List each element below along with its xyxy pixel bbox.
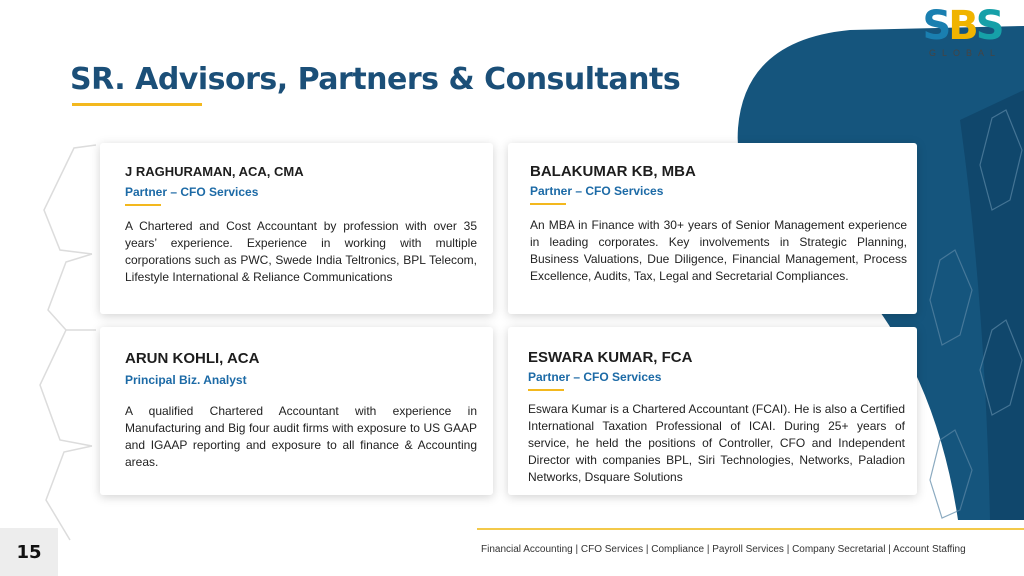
advisor-card-eswara bbox=[508, 327, 917, 495]
footer-divider bbox=[477, 528, 1024, 530]
role-underline bbox=[530, 203, 566, 205]
advisor-role: Partner – CFO Services bbox=[530, 184, 664, 198]
logo-mark bbox=[918, 3, 1006, 49]
page-number: 15 bbox=[16, 541, 42, 563]
logo-letter-2: B bbox=[948, 3, 976, 49]
title-underline bbox=[72, 103, 202, 106]
advisor-description: A qualified Chartered Accountant with experience in Manufacturing and Big four audit firms with exposure to US GAAP and IGAAP reporting and exposure to all finance & Accounting areas. bbox=[125, 404, 477, 469]
company-logo bbox=[918, 4, 1006, 64]
advisor-description: A Chartered and Cost Accountant by profession with over 35 years’ experience. Experience in working with multiple corporations such as PWC, Swede India Teltronics, BPL Telecom, Lifestyle International & Reliance Communications bbox=[125, 219, 477, 284]
advisor-description: An MBA in Finance with 30+ years of Senior Management experience in leading corporates. Key involvements in Strategic Planning, Business Valuations, Due Diligence, Financial Management, Process Excellence, Audits, Tax, Legal and Secretarial Compliances. bbox=[530, 218, 907, 283]
advisor-role: Principal Biz. Analyst bbox=[125, 373, 247, 387]
advisor-name: ESWARA KUMAR, FCA bbox=[528, 349, 693, 366]
hexagon-pattern-left bbox=[40, 145, 96, 540]
advisor-role: Partner – CFO Services bbox=[125, 185, 259, 199]
logo-letter-3: S bbox=[975, 3, 1002, 49]
advisor-name: J RAGHURAMAN, ACA, CMA bbox=[125, 164, 304, 179]
advisor-name: ARUN KOHLI, ACA bbox=[125, 350, 260, 367]
advisor-card-kohli bbox=[100, 327, 493, 495]
logo-letter-1: S bbox=[922, 3, 949, 49]
page-number-box bbox=[0, 528, 58, 576]
advisor-name: BALAKUMAR KB, MBA bbox=[530, 163, 696, 180]
advisor-card-balakumar bbox=[508, 143, 917, 314]
page-title: SR. Advisors, Partners & Consultants bbox=[70, 62, 681, 97]
advisor-description: Eswara Kumar is a Chartered Accountant (FCAI). He is also a Certified International Taxation Professional of ICAI. During 25+ years of service, he held the positions of Controller, CFO and Independent Director with companies BPL, Siri Technologies, Networks, Paladion Networks, Dsquare Solutions bbox=[528, 402, 905, 484]
role-underline bbox=[528, 389, 564, 391]
advisor-role: Partner – CFO Services bbox=[528, 370, 662, 384]
footer-services: Financial Accounting | CFO Services | Compliance | Payroll Services | Company Secretarial | Account Staffing bbox=[481, 544, 966, 555]
logo-subtitle: GLOBAL bbox=[928, 48, 1002, 58]
advisor-card-raghuraman bbox=[100, 143, 493, 314]
role-underline bbox=[125, 204, 161, 206]
